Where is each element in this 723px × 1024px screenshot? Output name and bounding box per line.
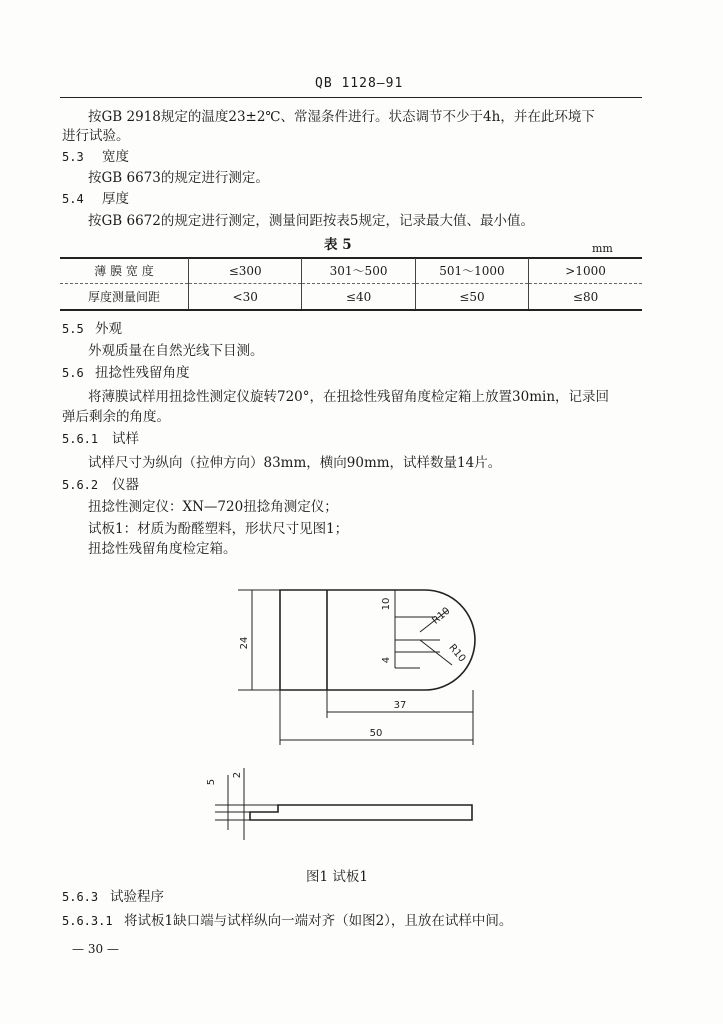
section-title: 仪器 bbox=[112, 477, 139, 493]
document-code: QB 1128—91 bbox=[315, 76, 404, 91]
section-number: 5.6.1 bbox=[62, 432, 99, 446]
table-cell: >1000 bbox=[529, 258, 642, 284]
section-title: 厚度 bbox=[102, 191, 129, 207]
section-number: 5.6 bbox=[62, 366, 84, 380]
dimension-label: 5 bbox=[206, 778, 217, 786]
section-body: 外观质量在自然光线下目测。 bbox=[88, 343, 264, 359]
section-number: 5.6.3 bbox=[62, 890, 99, 904]
section-number: 5.4 bbox=[62, 192, 84, 206]
plate-section bbox=[250, 805, 472, 820]
table-cell: 501～1000 bbox=[415, 258, 528, 284]
section-number: 5.5 bbox=[62, 322, 84, 336]
table-cell: <30 bbox=[189, 284, 302, 310]
section-body: 按GB 6673的规定进行测定。 bbox=[88, 170, 269, 186]
page-number: — 30 — bbox=[72, 942, 119, 956]
dimension-label: 10 bbox=[381, 597, 392, 611]
table-cell: ≤80 bbox=[529, 284, 642, 310]
section-number: 5.6.3.1 bbox=[62, 914, 113, 928]
dimension-label: R10 bbox=[446, 642, 468, 665]
section-body: 按GB 6672的规定进行测定，测量间距按表5规定，记录最大值、最小值。 bbox=[88, 213, 534, 229]
dimension-label: R10 bbox=[430, 605, 453, 627]
dimension-label: 37 bbox=[393, 700, 407, 711]
dimension-label: 50 bbox=[369, 728, 383, 739]
section-title: 宽度 bbox=[102, 149, 129, 165]
section-title: 试验程序 bbox=[110, 889, 164, 905]
dimension-label: 4 bbox=[381, 656, 392, 664]
paragraph-line: 进行试验。 bbox=[62, 128, 130, 144]
section-body: 扭捻性残留角度检定箱。 bbox=[88, 541, 237, 557]
section-title: 试样 bbox=[112, 431, 139, 447]
table-cell: 301～500 bbox=[302, 258, 415, 284]
section-body: 试板1：材质为酚醛塑料，形状尺寸见图1； bbox=[88, 521, 349, 537]
table-row-label: 厚度测量间距 bbox=[60, 284, 189, 310]
section-title: 外观 bbox=[95, 321, 122, 337]
table-caption: 表 5 bbox=[324, 237, 352, 253]
table-cell: ≤40 bbox=[302, 284, 415, 310]
section-body: 将试板1缺口端与试样纵向一端对齐（如图2），且放在试样中间。 bbox=[124, 913, 513, 929]
dimension-label: 24 bbox=[239, 636, 250, 650]
plate-outline bbox=[280, 590, 475, 690]
section-body: 扭捻性测定仪：XN—720扭捻角测定仪； bbox=[88, 499, 338, 515]
section-body: 将薄膜试样用扭捻性测定仪旋转720°，在扭捻性残留角度检定箱上放置30min，记录回 bbox=[88, 389, 610, 405]
table-cell: ≤300 bbox=[189, 258, 302, 284]
section-number: 5.6.2 bbox=[62, 478, 99, 492]
paragraph-line: 按GB 2918规定的温度23±2℃、常湿条件进行。状态调节不少于4h，并在此环境下 bbox=[88, 109, 595, 125]
section-body: 试样尺寸为纵向（拉伸方向）83mm，横向90mm，试样数量14片。 bbox=[88, 455, 502, 471]
dimension-label: 2 bbox=[232, 771, 243, 779]
table-cell: ≤50 bbox=[415, 284, 528, 310]
table-unit: mm bbox=[592, 242, 613, 255]
section-number: 5.3 bbox=[62, 150, 84, 164]
table-row-label: 薄 膜 宽 度 bbox=[60, 258, 189, 284]
section-title: 扭捻性残留角度 bbox=[95, 365, 190, 381]
figure-caption: 图1 试板1 bbox=[306, 869, 368, 885]
section-body: 弹后剩余的角度。 bbox=[62, 409, 170, 425]
